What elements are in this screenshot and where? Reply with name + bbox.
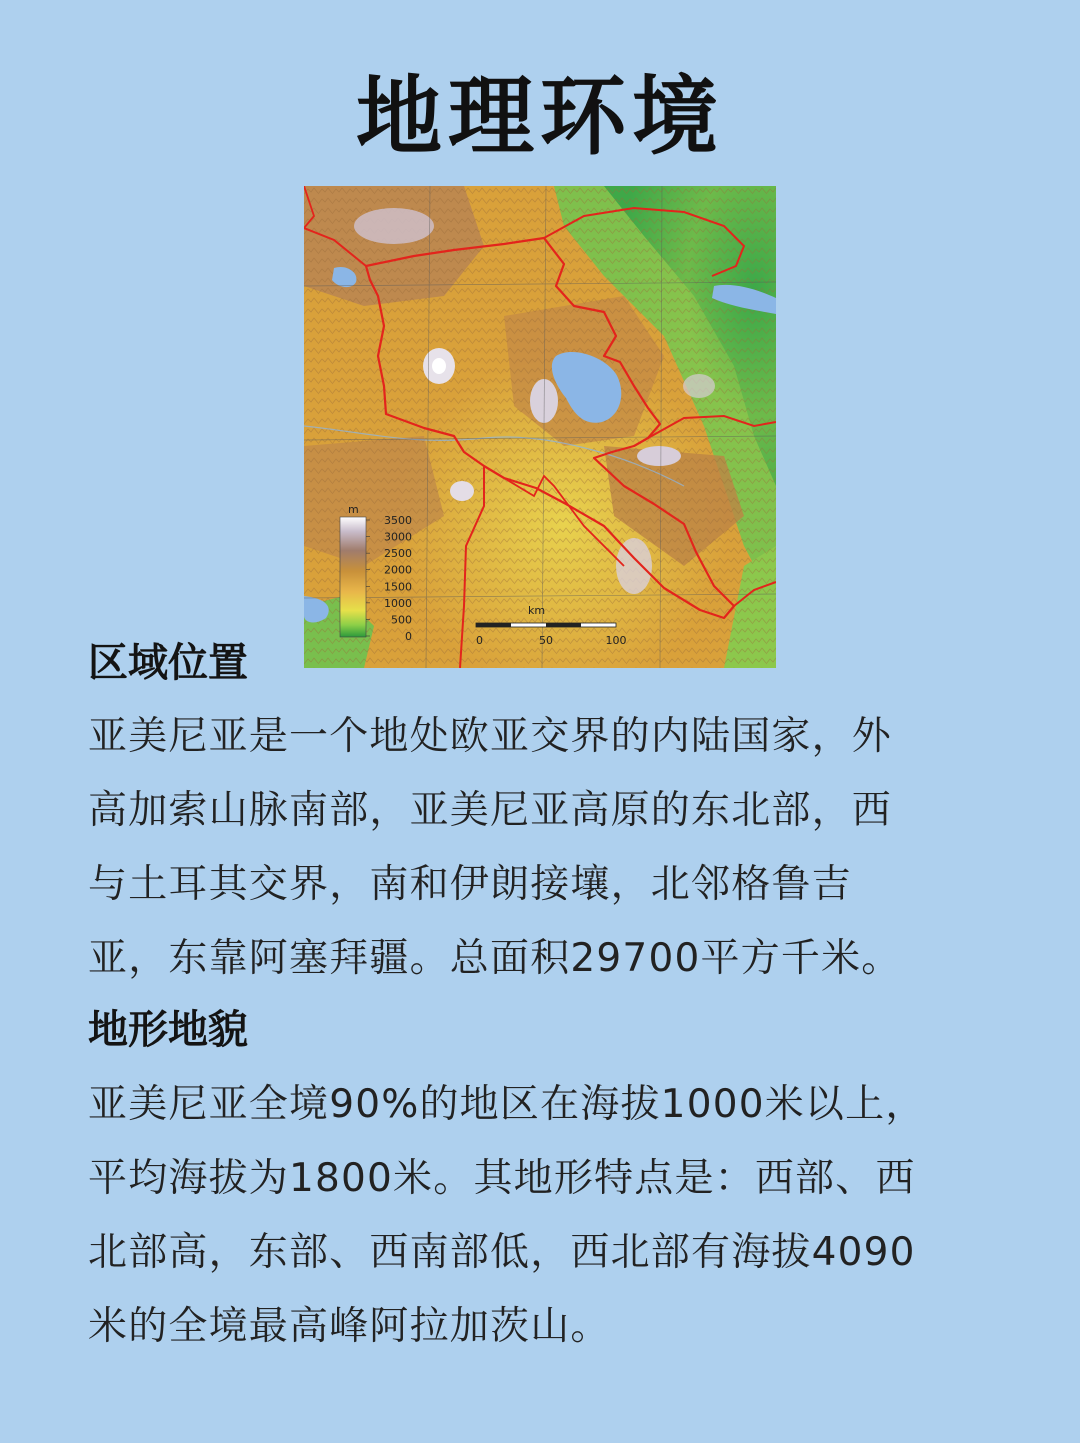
location-paragraph: [88, 700, 998, 996]
legend-tick-label: 500: [391, 613, 412, 627]
legend-tick-label: 0: [405, 630, 412, 643]
topographic-map: [304, 186, 776, 668]
terrain-line: 北部高，东部、西南部低，西北部有海拔4090: [88, 1230, 916, 1275]
terrain-paragraph: [88, 1068, 998, 1364]
scale-tick-label: 0: [476, 634, 483, 647]
scale-tick-label: 100: [605, 634, 627, 647]
legend-tick-label: 3500: [384, 514, 412, 527]
scale-tick-label: 50: [539, 634, 553, 647]
legend-tick-label: 1500: [384, 580, 412, 594]
terrain-line: 亚美尼亚全境90%的地区在海拔1000米以上，: [88, 1082, 926, 1127]
location-line: 高加索山脉南部，亚美尼亚高原的东北部，西: [88, 788, 893, 833]
terrain-line: 米的全境最高峰阿拉加茨山。: [88, 1304, 611, 1349]
terrain-line: 平均海拔为1800米。其地形特点是：西部、西: [88, 1156, 916, 1201]
location-line: 亚，东靠阿塞拜疆。总面积29700平方千米。: [88, 936, 902, 981]
section-heading-location: 区域位置: [88, 640, 248, 686]
legend-tick-label: 2500: [384, 547, 412, 561]
legend-tick-label: 2000: [384, 563, 412, 577]
location-line: 与土耳其交界，南和伊朗接壤，北邻格鲁吉: [88, 862, 852, 907]
location-line: 亚美尼亚是一个地处欧亚交界的内陆国家，外: [88, 714, 893, 759]
legend-tick-label: 3000: [384, 530, 412, 544]
section-heading-terrain: 地形地貌: [88, 1007, 248, 1053]
legend-unit: m: [348, 503, 359, 516]
legend-tick-label: 1000: [384, 596, 412, 610]
page-title: 地理环境: [356, 67, 724, 167]
scale-unit: km: [528, 604, 546, 617]
map-svg: [304, 186, 776, 668]
